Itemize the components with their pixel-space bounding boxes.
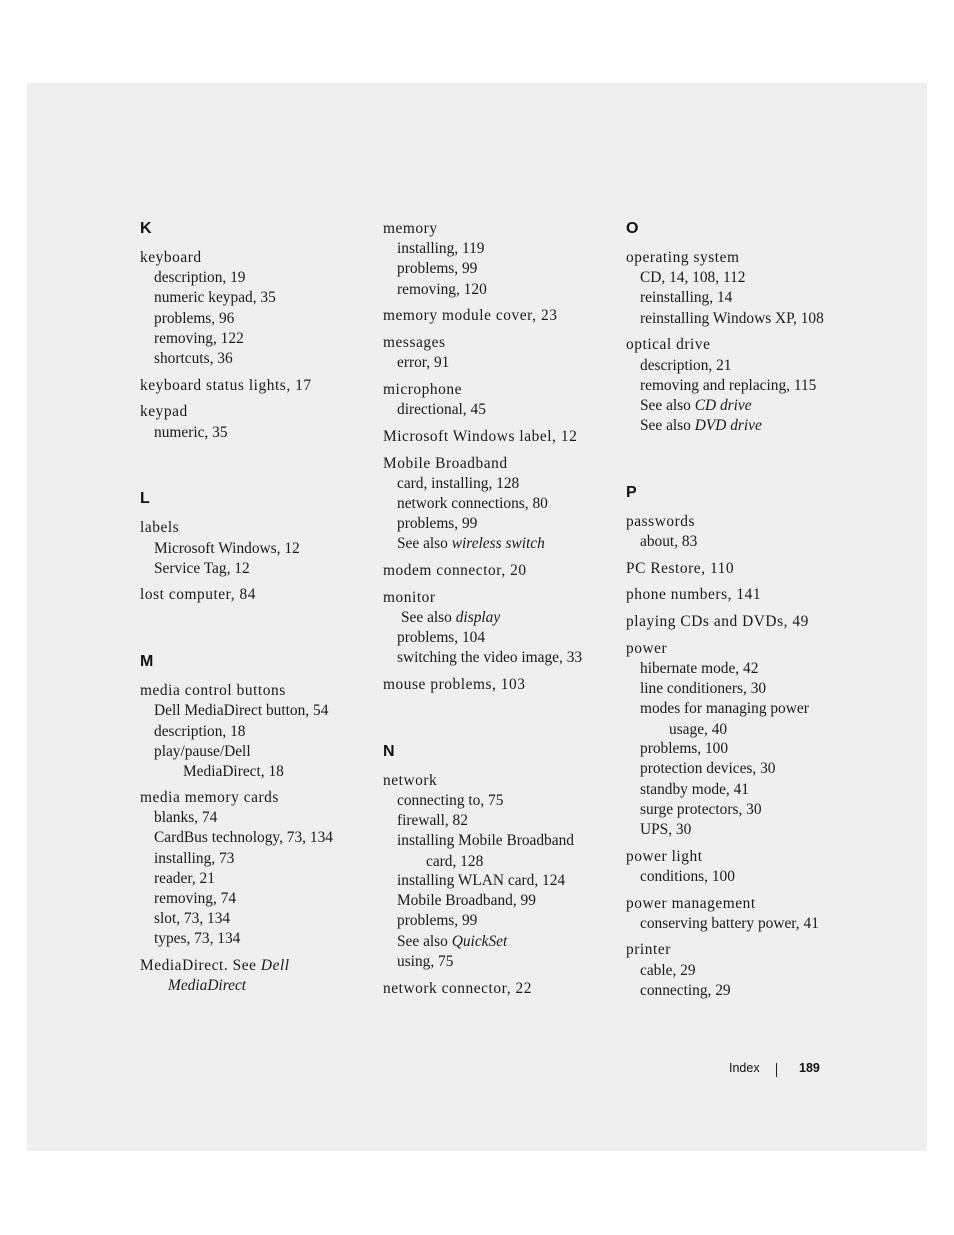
section-letter: O (626, 220, 639, 237)
entry-term: media control buttons (140, 682, 286, 700)
entry-subterm: standby mode, 41 (640, 780, 750, 798)
entry-subterm-continuation: usage, 40 (669, 720, 728, 738)
entry-term: keyboard status lights, 17 (140, 376, 312, 394)
index-entry (383, 306, 618, 326)
entry-term: PC Restore, 110 (626, 559, 735, 577)
see-also-reference: See also display (401, 608, 501, 626)
entry-subterm: network connections, 80 (397, 494, 548, 512)
entry-subterm: CardBus technology, 73, 134 (154, 829, 333, 847)
entry-term: printer (626, 941, 671, 959)
entry-term: lost computer, 84 (140, 586, 257, 604)
entry-subterm: removing, 74 (154, 889, 237, 907)
entry-subterm: CD, 14, 108, 112 (640, 269, 746, 287)
entry-term: passwords (626, 512, 696, 530)
entry-subterm: reinstalling Windows XP, 108 (640, 309, 824, 327)
entry-subterm: removing, 120 (397, 280, 487, 298)
entry-subterm: about, 83 (640, 533, 698, 551)
index-entry (140, 518, 370, 579)
entry-subterm: removing and replacing, 115 (640, 376, 817, 394)
entry-subterm: UPS, 30 (640, 820, 692, 838)
entry-subterm: removing, 122 (154, 329, 244, 347)
entry-term: memory (383, 220, 438, 237)
entry-subterm: Service Tag, 12 (154, 559, 250, 577)
index-column-1 (140, 219, 370, 1002)
entry-term: messages (383, 334, 446, 352)
entry-term: memory module cover, 23 (383, 307, 558, 325)
entry-subterm: problems, 96 (154, 309, 235, 327)
index-entry (383, 454, 618, 555)
footer-section-label: Index (729, 1061, 760, 1075)
entry-term: mouse problems, 103 (383, 676, 526, 694)
index-entry (383, 675, 618, 695)
entry-subterm: hibernate mode, 42 (640, 660, 759, 678)
entry-subterm: reader, 21 (154, 869, 215, 887)
index-entry (383, 219, 618, 300)
entry-term: power (626, 639, 668, 657)
entry-term: playing CDs and DVDs, 49 (626, 613, 809, 631)
entry-subterm: problems, 104 (397, 629, 486, 647)
entry-subterm: installing, 119 (397, 240, 485, 258)
see-also-reference: See also wireless switch (397, 535, 545, 553)
index-entry (140, 788, 370, 950)
entry-subterm: installing Mobile Broadband (397, 832, 574, 850)
entry-subterm: switching the video image, 33 (397, 649, 583, 667)
entry-subterm: using, 75 (397, 952, 454, 970)
entry-subterm: firewall, 82 (397, 812, 468, 830)
entry-subterm: card, installing, 128 (397, 474, 520, 492)
entry-term: keypad (140, 403, 188, 421)
entry-subterm: types, 73, 134 (154, 930, 241, 948)
entry-term: operating system (626, 249, 740, 266)
entry-subterm: line conditioners, 30 (640, 680, 767, 698)
entry-term: monitor (383, 588, 436, 606)
entry-term: network (383, 771, 438, 789)
see-also-reference: See also CD drive (640, 396, 752, 414)
page-number: 189 (799, 1061, 820, 1075)
page (27, 83, 927, 1151)
index-column-2 (383, 219, 618, 1005)
entry-subterm-continuation: MediaDirect, 18 (183, 762, 284, 780)
index-column-3 (626, 219, 866, 1008)
section-letter: L (140, 490, 150, 508)
entry-subterm: description, 19 (154, 269, 246, 287)
entry-term: Microsoft Windows label, 12 (383, 427, 578, 445)
index-entry (626, 559, 866, 579)
entry-subterm: surge protectors, 30 (640, 800, 762, 818)
entry-subterm: Mobile Broadband, 99 (397, 892, 536, 910)
index-entry (626, 894, 866, 934)
index-entry (140, 956, 370, 996)
entry-subterm: blanks, 74 (154, 809, 218, 827)
entry-subterm: cable, 29 (640, 961, 696, 979)
index-entry (626, 639, 866, 840)
entry-term: network connector, 22 (383, 979, 532, 997)
entry-subterm: reinstalling, 14 (640, 289, 733, 307)
index-entry (140, 402, 370, 442)
see-also-reference: See also DVD drive (640, 417, 762, 435)
index-entry (383, 380, 618, 420)
entry-subterm: conserving battery power, 41 (640, 914, 819, 932)
index-entry (626, 940, 866, 1001)
entry-term: Mobile Broadband (383, 454, 508, 472)
entry-subterm-continuation: card, 128 (426, 852, 484, 870)
index-entry (626, 612, 866, 632)
index-entry (626, 248, 866, 329)
index-entry (626, 512, 866, 552)
entry-term-continuation: MediaDirect (168, 977, 247, 995)
entry-term: MediaDirect. See Dell (140, 957, 290, 975)
entry-subterm: connecting, 29 (640, 981, 731, 999)
footer-divider (776, 1063, 777, 1077)
entry-term: media memory cards (140, 788, 279, 806)
entry-subterm: installing, 73 (154, 849, 235, 867)
index-entry (383, 979, 618, 999)
index-entry (140, 248, 370, 369)
entry-subterm: shortcuts, 36 (154, 350, 233, 368)
entry-subterm: modes for managing power (640, 700, 809, 718)
section-letter: M (140, 653, 154, 671)
index-entry (140, 376, 370, 396)
entry-subterm: numeric keypad, 35 (154, 289, 276, 307)
entry-subterm: conditions, 100 (640, 867, 735, 885)
index-entry (383, 333, 618, 373)
entry-subterm: problems, 100 (640, 740, 729, 758)
entry-subterm: protection devices, 30 (640, 760, 776, 778)
entry-subterm: description, 18 (154, 722, 246, 740)
entry-subterm: problems, 99 (397, 515, 478, 533)
entry-subterm: Dell MediaDirect button, 54 (154, 702, 329, 720)
section-letter: N (383, 742, 395, 760)
entry-term: microphone (383, 380, 463, 398)
entry-subterm: error, 91 (397, 354, 450, 372)
index-entry (140, 681, 370, 781)
entry-subterm: connecting to, 75 (397, 791, 504, 809)
entry-subterm: Microsoft Windows, 12 (154, 539, 300, 557)
entry-subterm: installing WLAN card, 124 (397, 872, 566, 890)
entry-term: labels (140, 519, 180, 537)
index-entry (383, 588, 618, 669)
section-letter: P (626, 483, 637, 501)
entry-subterm: play/pause/Dell (154, 742, 251, 760)
entry-term: optical drive (626, 336, 711, 354)
entry-term: modem connector, 20 (383, 562, 527, 580)
index-entry (383, 561, 618, 581)
entry-subterm: slot, 73, 134 (154, 910, 231, 928)
index-entry (626, 847, 866, 887)
entry-term: power management (626, 894, 756, 912)
entry-term: keyboard (140, 249, 202, 266)
entry-term: phone numbers, 141 (626, 586, 762, 604)
index-entry (626, 335, 866, 436)
entry-subterm: problems, 99 (397, 912, 478, 930)
index-entry (383, 427, 618, 447)
entry-subterm: directional, 45 (397, 401, 486, 419)
entry-subterm: numeric, 35 (154, 423, 228, 441)
see-also-reference: See also QuickSet (397, 932, 508, 950)
entry-subterm: problems, 99 (397, 260, 478, 278)
index-entry (140, 585, 370, 605)
index-entry (383, 771, 618, 972)
section-letter: K (140, 220, 152, 237)
entry-term: power light (626, 847, 703, 865)
index-entry (626, 585, 866, 605)
entry-subterm: description, 21 (640, 356, 732, 374)
